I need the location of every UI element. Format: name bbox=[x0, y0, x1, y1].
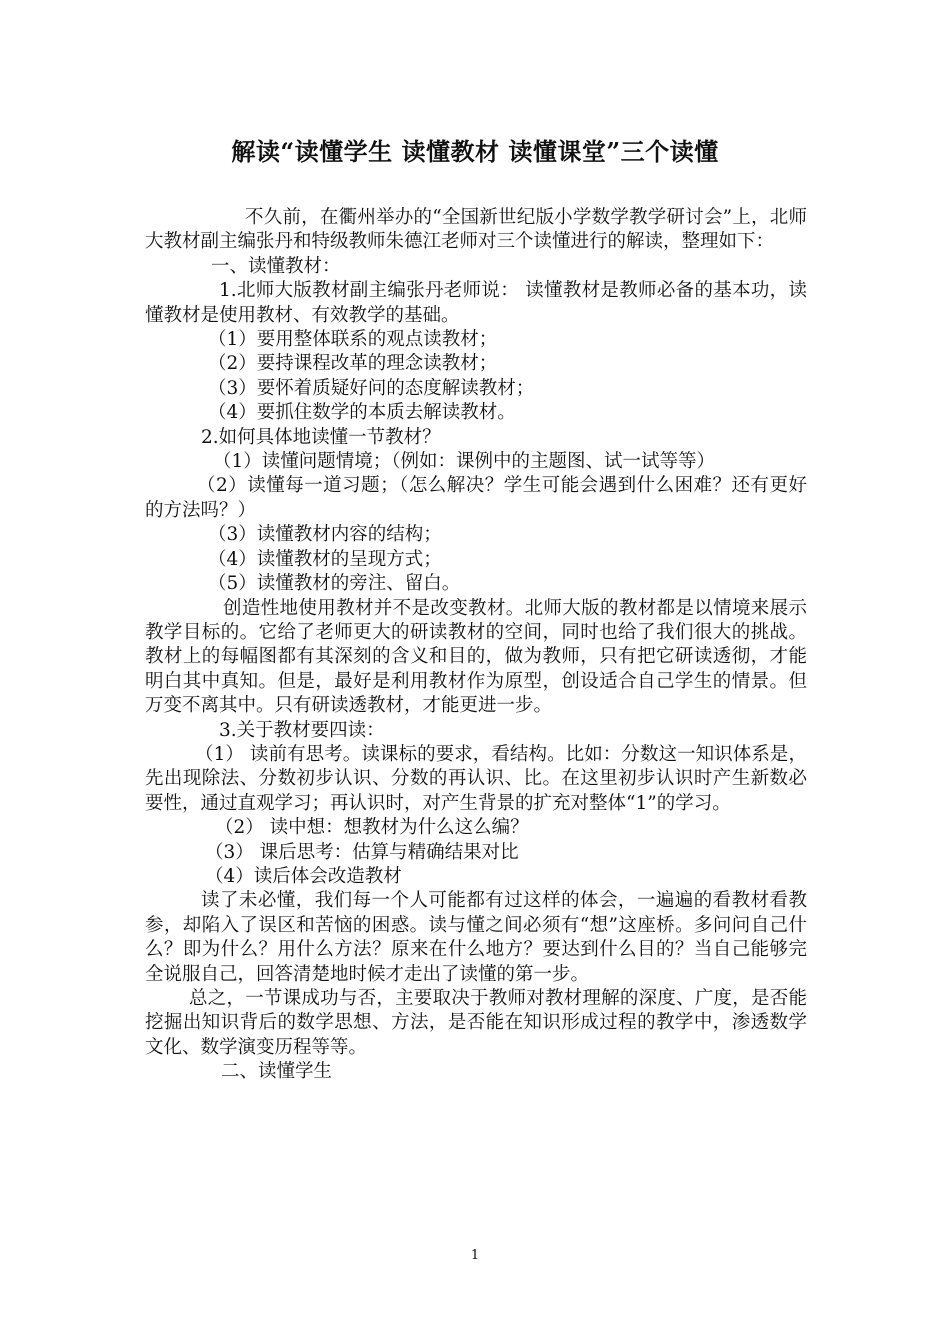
paragraph: （5）读懂教材的旁注、留白。 bbox=[208, 573, 461, 595]
paragraph: （4）读后体会改造教材 bbox=[205, 865, 402, 887]
paragraph: 2.如何具体地读懂一节教材？ bbox=[201, 426, 441, 448]
paragraph: 3.关于教材要四读： bbox=[219, 719, 385, 741]
paragraph: （4）读懂教材的呈现方式； bbox=[208, 548, 442, 570]
paragraph: 二、读懂学生 bbox=[221, 1061, 333, 1083]
paragraph: 一、读懂教材： bbox=[211, 255, 341, 277]
paragraph: （2） 读中想：想教材为什么这么编？ bbox=[215, 817, 529, 839]
paragraph: 总之，一节课成功与否，主要取决于教师对教材理解的深度、广度，是否能挖掘出知识背后的数学思想、方法，是否能在知识形成过程的教学中，渗透数学文化、数学演变历程等等。 bbox=[145, 988, 807, 1058]
paragraph: 创造性地使用教材并不是改变教材。北师大版的教材都是以情境来展示教学目标的。它给了老师更大的研读教材的空间，同时也给了我们很大的挑战。教材上的每幅图都有其深刻的含义和目的，做为教师，只有把它研读透彻，才能明白其中真知。但是，最好是利用教材作为原型，创设适合自己学生的情景。但万变不离其中。只有研读透教材，才能更进一步。 bbox=[145, 597, 807, 717]
paragraph: （3）要怀着质疑好问的态度解读教材； bbox=[208, 377, 535, 399]
paragraph: （3）读懂教材内容的结构； bbox=[208, 524, 442, 546]
paragraph: （1）要用整体联系的观点读教材； bbox=[208, 329, 498, 351]
paragraph: （4）要抓住数学的本质去解读教材。 bbox=[208, 402, 516, 424]
paragraph: （1）读懂问题情境；（例如：课例中的主题图、试一试等等） bbox=[213, 451, 716, 473]
paragraph: 不久前，在衢州举办的“全国新世纪版小学数学教学研讨会”上，北师大教材副主编张丹和特级教师朱德江老师对三个读懂进行的解读，整理如下： bbox=[145, 207, 807, 253]
paragraph: 读了未必懂，我们每一个人可能都有过这样的体会，一遍遍的看教材看教参，却陷入了误区和苦恼的困惑。读与懂之间必须有“想”这座桥。多问问自己什么？即为什么？用什么方法？原来在什么地方？要达到什么目的？当自己能够完全说服自己，回答清楚地时候才走出了读懂的第一步。 bbox=[145, 890, 807, 985]
page-title: 解读“读懂学生 读懂教材 读懂课堂”三个读懂 bbox=[231, 137, 719, 166]
paragraph: （1） 读前有思考。读课标的要求，看结构。比如：分数这一知识体系是，先出现除法、分数初步认识、分数的再认识、比。在这里初步认识时产生新数必要性，通过直观学习；再认识时，对产生背景的扩充对整体“1”的学习。 bbox=[145, 743, 807, 814]
page-number: 1 bbox=[470, 1248, 480, 1263]
paragraph: （2）要持课程改革的理念读教材； bbox=[208, 353, 498, 375]
document-body bbox=[145, 206, 807, 1085]
paragraph: （2）读懂每一道习题；（怎么解决？学生可能会遇到什么困难？还有更好的方法吗？） bbox=[145, 475, 807, 521]
paragraph: （3） 课后思考：估算与精确结果对比 bbox=[205, 841, 519, 863]
paragraph: 1.北师大版教材副主编张丹老师说： 读懂教材是教师必备的基本功，读懂教材是使用教材、有效教学的基础。 bbox=[145, 280, 807, 326]
